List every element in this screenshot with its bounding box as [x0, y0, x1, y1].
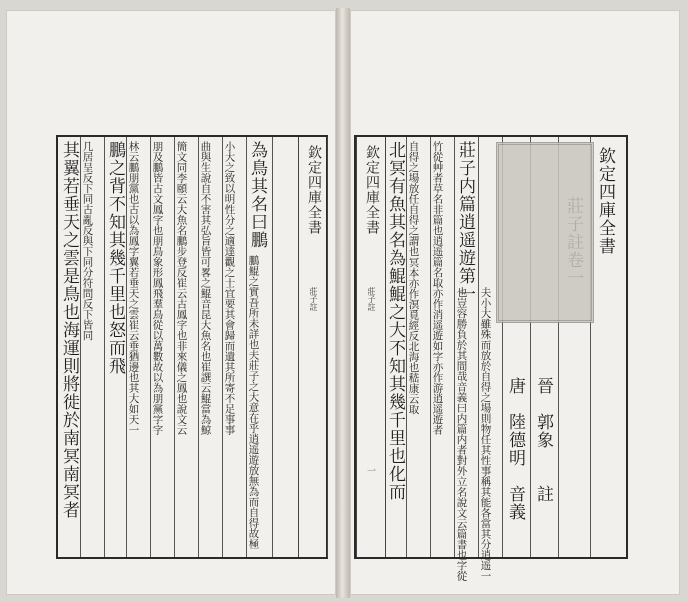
author-line-1: 晉 郭象 註 — [533, 377, 553, 503]
library-seal — [496, 142, 594, 323]
fold-column-right — [356, 137, 386, 557]
main-text-column: 為鳥其名曰鵬 — [247, 141, 267, 249]
author-line-2: 唐 陸德明 音義 — [505, 377, 525, 521]
main-text-column: 其翼若垂天之雲是鳥也海運則將徙於南冥南冥者 — [59, 141, 79, 519]
book-title: 欽定四庫全書 — [595, 147, 615, 255]
commentary-column: 夫小大雖殊而放於自得之場則物 任其性事稱其能各當其分逍遥一 — [479, 287, 492, 581]
fold-column-left — [298, 137, 328, 557]
commentary-column: 林云鵬朋黨也古以為鳳字翼若垂 天之雲崔云垂猶邊也其大如天一 — [127, 141, 140, 435]
commentary-column: 也豈容勝負於其間哉音義曰内篇 内者對外立名說文云篇書也字從 — [455, 287, 468, 581]
commentary-column: 小大之致以明性分之適達觀之士 宜要其會歸而遺其所寄不足事事 — [223, 141, 236, 435]
commentary-column: 自得之場放任自得之謂也 冥本亦作溟覓經反北海也嵇康云取 — [407, 141, 420, 414]
fold-book-title: 欽定四庫全書 — [306, 145, 322, 235]
commentary-column: 鵬鯤之實吾所未詳也夫莊子之大 意在乎逍遥遊放無為而自得故極 — [247, 255, 260, 549]
commentary-column: 几居呈反下同古亂反與下同 分符問反下皆同 — [81, 141, 94, 341]
commentary-column: 朋及鵬皆古文鳳字也朋鳥象形鳳 飛羣鳥從以萬數故以為朋黨字字 — [151, 141, 164, 435]
fold-subtitle: 莊子註 — [367, 287, 376, 311]
main-text-column: 鵬之背不知其幾千里也怒而飛 — [105, 141, 125, 375]
commentary-column: 曲與生說自不害其弘旨皆可畧之 鯤音昆大魚名也崔譔云鯤當為鯨 — [199, 141, 212, 435]
page-number: 一 — [367, 467, 377, 477]
book-spine — [336, 8, 350, 598]
left-text-frame — [56, 135, 328, 559]
commentary-column: 竹從艸者草名非篇也逍遥篇名取 亦作消遥遊如字亦作游逍遥遊者 — [431, 141, 444, 435]
fold-subtitle: 莊子註 — [309, 287, 318, 311]
commentary-column: 簡文同李頤云大魚名鵬步登反崔 云古鳳字也非來儀之鳳也說文云 — [175, 141, 188, 435]
main-text-column: 北冥有魚其名為鯤鯤之大不知其幾千里也化而 — [385, 141, 405, 501]
chapter-title: 莊子内篇逍遥遊第一 — [455, 141, 475, 303]
fold-book-title: 欽定四庫全書 — [364, 145, 380, 235]
